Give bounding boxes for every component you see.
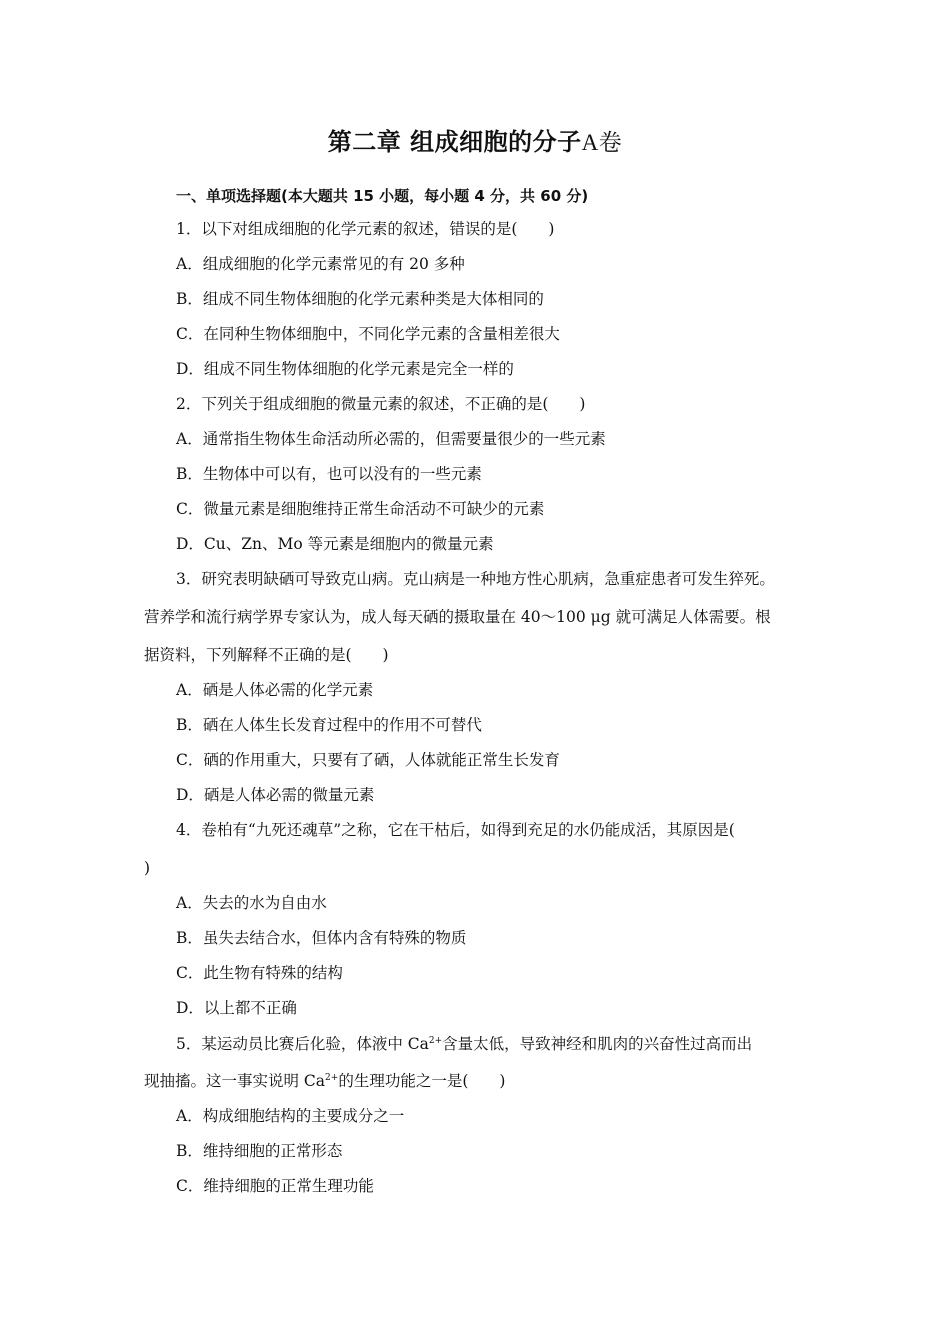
q5-line1-text-b: 含量太低，导致神经和肌肉的兴奋性过高而出 [442, 1035, 753, 1053]
page-title [0, 122, 950, 157]
q5-line1-superscript: 2+ [428, 1036, 443, 1046]
question-2-option-a: A．通常指生物体生命活动所必需的，但需要量很少的一些元素 [176, 430, 606, 448]
question-4-option-d: D．以上都不正确 [176, 999, 297, 1017]
title-suffix: A卷 [581, 130, 623, 155]
q5-line2-text-b: 的生理功能之一是( ) [338, 1072, 506, 1090]
question-3-option-d: D．硒是人体必需的微量元素 [176, 786, 375, 804]
question-5-stem-line-1 [176, 1034, 752, 1054]
question-3-stem-line-3: 据资料，下列解释不正确的是( ) [144, 646, 389, 664]
question-4-option-a: A．失去的水为自由水 [176, 894, 327, 912]
question-1-stem: 1．以下对组成细胞的化学元素的叙述，错误的是( ) [176, 220, 555, 238]
section-heading: 一、单项选择题(本大题共 15 小题，每小题 4 分，共 60 分) [176, 187, 589, 205]
question-2-stem: 2．下列关于组成细胞的微量元素的叙述，不正确的是( ) [176, 395, 586, 413]
question-5-stem-line-2 [144, 1071, 505, 1091]
question-4-option-b: B．虽失去结合水，但体内含有特殊的物质 [176, 929, 467, 947]
question-3-stem-line-1: 3．研究表明缺硒可导致克山病。克山病是一种地方性心肌病，急重症患者可发生猝死。 [176, 570, 775, 588]
question-2-option-d: D．Cu、Zn、Mo 等元素是细胞内的微量元素 [176, 535, 494, 553]
q5-line2-superscript: 2+ [325, 1073, 339, 1083]
question-4-option-c: C．此生物有特殊的结构 [176, 964, 343, 982]
question-5-option-a: A．构成细胞结构的主要成分之一 [176, 1107, 405, 1125]
question-5-option-c: C．维持细胞的正常生理功能 [176, 1177, 374, 1195]
question-4-stem-line-1: 4．卷柏有“九死还魂草”之称，它在干枯后，如得到充足的水仍能成活，其原因是( [176, 821, 735, 839]
title-main: 第二章 组成细胞的分子 [327, 128, 582, 156]
question-3-option-c: C．硒的作用重大，只要有了硒，人体就能正常生长发育 [176, 751, 560, 769]
q5-line1-text-a: 5．某运动员比赛后化验，体液中 Ca [176, 1035, 429, 1053]
q5-line2-text-a: 现抽搐。这一事实说明 Ca [144, 1072, 326, 1090]
question-1-option-b: B．组成不同生物体细胞的化学元素种类是大体相同的 [176, 290, 544, 308]
question-3-stem-line-2: 营养学和流行病学界专家认为，成人每天硒的摄取量在 40～100 μg 就可满足人体需要。根 [144, 608, 771, 626]
question-1-option-c: C．在同种生物体细胞中，不同化学元素的含量相差很大 [176, 325, 560, 343]
question-1-option-d: D．组成不同生物体细胞的化学元素是完全一样的 [176, 360, 514, 378]
question-3-option-b: B．硒在人体生长发育过程中的作用不可替代 [176, 716, 482, 734]
question-2-option-c: C．微量元素是细胞维持正常生命活动不可缺少的元素 [176, 500, 545, 518]
question-5-option-b: B．维持细胞的正常形态 [176, 1142, 343, 1160]
question-4-stem-line-2: ) [144, 859, 151, 877]
question-2-option-b: B．生物体中可以有，也可以没有的一些元素 [176, 465, 482, 483]
question-1-option-a: A．组成细胞的化学元素常见的有 20 多种 [176, 255, 465, 273]
question-3-option-a: A．硒是人体必需的化学元素 [176, 681, 374, 699]
